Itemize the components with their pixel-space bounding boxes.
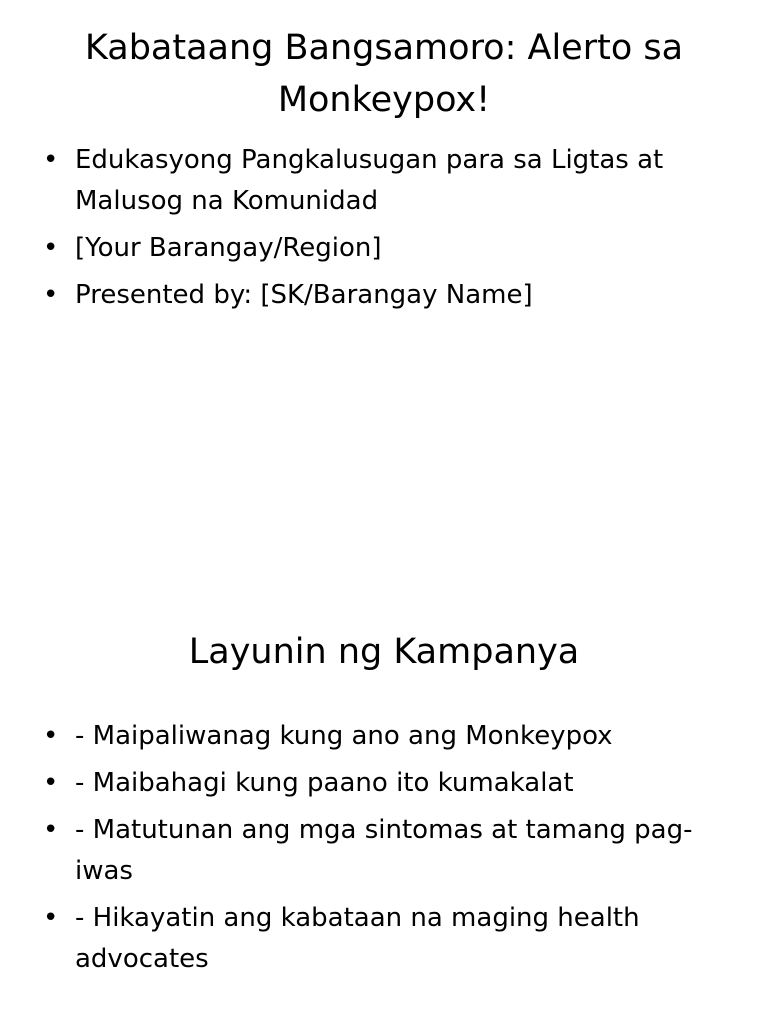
bullet-icon: • — [43, 815, 59, 845]
bullet-icon: • — [43, 721, 59, 751]
bullet-text: Presented by: [SK/Barangay Name] — [75, 280, 533, 310]
bullet-text: - Matutunan ang mga sintomas at tamang pag-iwas — [75, 815, 693, 886]
list-item — [40, 140, 730, 222]
list-item — [40, 763, 730, 804]
slide-title: Kabataang Bangsamoro: Alerto sa Monkeypox! — [84, 28, 684, 120]
slide-2 — [0, 512, 768, 1024]
bullet-icon: • — [43, 233, 59, 263]
list-item — [40, 228, 730, 269]
bullet-text: Edukasyong Pangkalusugan para sa Ligtas at Malusog na Komunidad — [75, 145, 664, 216]
list-item — [40, 275, 730, 316]
bullet-text: - Maibahagi kung paano ito kumakalat — [75, 768, 574, 798]
bullet-text: [Your Barangay/Region] — [75, 233, 382, 263]
list-item — [40, 810, 730, 892]
bullet-text: - Hikayatin ang kabataan na maging health advocates — [75, 903, 640, 974]
bullet-icon: • — [43, 768, 59, 798]
bullet-list — [40, 140, 730, 322]
bullet-text: - Maipaliwanag kung ano ang Monkeypox — [75, 721, 613, 751]
bullet-icon: • — [43, 280, 59, 310]
list-item — [40, 898, 730, 980]
bullet-icon: • — [43, 145, 59, 175]
bullet-list — [40, 716, 730, 986]
bullet-icon: • — [43, 903, 59, 933]
list-item — [40, 716, 730, 757]
slide-title: Layunin ng Kampanya — [188, 632, 580, 672]
